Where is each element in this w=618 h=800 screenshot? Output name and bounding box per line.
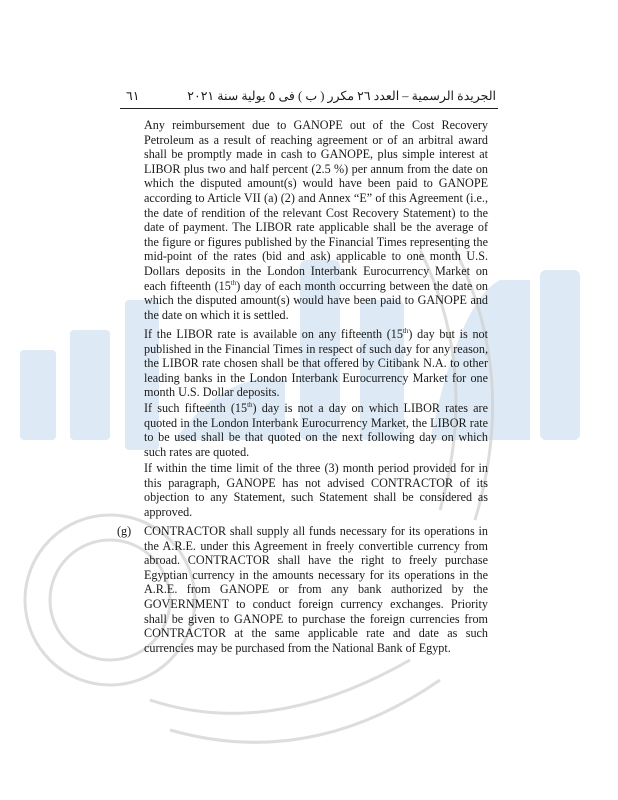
paragraph-statement-approval: If within the time limit of the three (3) month period provided for in this paragraph, GANOPE has not advised CONTRACTOR of its objection to any Statement, such Statement shall be considered as approved. (144, 461, 488, 519)
paragraph-libor-availability: If the LIBOR rate is available on any fifteenth (15th) day but is not published in the Financial Times in respect of such day for any reason, the LIBOR rate chosen shall be that offered by Citibank N.A. to other leading banks in the London Interbank Eurocurrency Market for one month U.S. Dollar deposits. (144, 326, 488, 400)
header-rule (120, 108, 498, 109)
running-title: الجريدة الرسمية – العدد ٢٦ مكرر ( ب ) فى ٥ يولية سنة ٢٠٢١ (187, 89, 496, 103)
item-marker: (g) (117, 524, 132, 538)
page-number: ٦١ (126, 89, 140, 103)
item-g-text: CONTRACTOR shall supply all funds necessary for its operations in the A.R.E. under this Agreement in freely convertible currency from abroad. CONTRACTOR shall have the right to freely purchase Egyptian currency in the amounts necessary for its operations in the A.R.E. from GANOPE or from any bank authorized by the GOVERNMENT to conduct foreign currency exchanges. Priority shall be given to GANOPE to purchase the foreign currencies from CONTRACTOR at the same applicable rate and date as such currencies may be purchased from the National Bank of Egypt. (144, 524, 488, 655)
page-header (120, 86, 498, 106)
paragraph-reimbursement: Any reimbursement due to GANOPE out of the Cost Recovery Petroleum as a result of reaching agreement or of an arbitral award shall be promptly made in cash to GANOPE, plus simple interest at LIBOR plus two and half percent (2.5 %) per annum from the date on which the disputed amount(s) would have been paid to GANOPE according to Article VII (a) (2) and Annex “E” of this Agreement (i.e., the date of rendition of the relevant Cost Recovery Statement) to the date of payment. The LIBOR rate applicable shall be the average of the figure or figures published by the Financial Times representing the mid-point of the rates (bid and ask) applicable to one month U.S. Dollars deposits in the London Interbank Eurocurrency Market on each fifteenth (15th) day of each month occurring between the date on which the disputed amount(s) would have been paid to GANOPE and the date on which it is settled. (144, 118, 488, 322)
paragraph-libor-quote-day: If such fifteenth (15th) day is not a day on which LIBOR rates are quoted in the London Interbank Eurocurrency Market, the LIBOR rate to be used shall be that quoted on the next following day on which such rates are quoted. (144, 400, 488, 459)
